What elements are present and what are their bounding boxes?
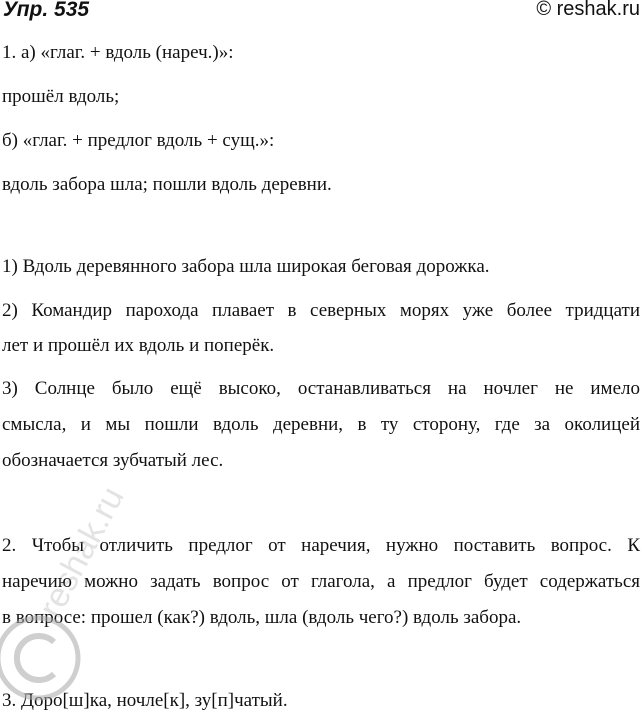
sentence-2-line-2: лет и прошёл их вдоль и поперёк. — [2, 335, 275, 356]
section2-line-2: наречию можно задать вопрос от глагола, а предлог будет содержаться — [2, 571, 640, 592]
section1-a-heading: 1. а) «глаг. + вдоль (нареч.)»: — [2, 42, 234, 63]
section2-line-1: 2. Чтобы отличить предлог от наречия, нужно поставить вопрос. К — [2, 535, 640, 556]
section1-b-heading: б) «глаг. + предлог вдоль + сущ.»: — [2, 130, 275, 151]
exercise-title: Упр. 535 — [3, 0, 90, 21]
page-header — [0, 0, 644, 30]
section1-a-example: прошёл вдоль; — [2, 86, 120, 107]
sentence-3-line-1: 3) Солнце было ещё высоко, останавливаться на ночлег не имело — [2, 378, 640, 399]
watermark-copyright-icon — [17, 636, 54, 680]
source-credit: © reshak.ru — [536, 0, 640, 20]
watermark-circle — [0, 618, 78, 698]
watermark-text: reshak.ru — [31, 480, 132, 624]
sentence-3-line-3: обозначается зубчатый лес. — [2, 450, 224, 471]
section2-line-3: в вопросе: прошел (как?) вдоль, шла (вдоль чего?) вдоль забора. — [2, 607, 522, 628]
sentence-3-line-2: смысла, и мы пошли вдоль деревни, в ту сторону, где за околицей — [2, 414, 640, 435]
sentence-1: 1) Вдоль деревянного забора шла широкая беговая дорожка. — [2, 256, 490, 277]
sentence-2-line-1: 2) Командир парохода плавает в северных морях уже более тридцати — [2, 300, 640, 321]
section1-b-example: вдоль забора шла; пошли вдоль деревни. — [2, 174, 332, 195]
reshak-watermark — [0, 480, 200, 710]
section3-text: 3. Доро[ш]ка, ночле[к], зу[п]чатый. — [2, 690, 288, 711]
